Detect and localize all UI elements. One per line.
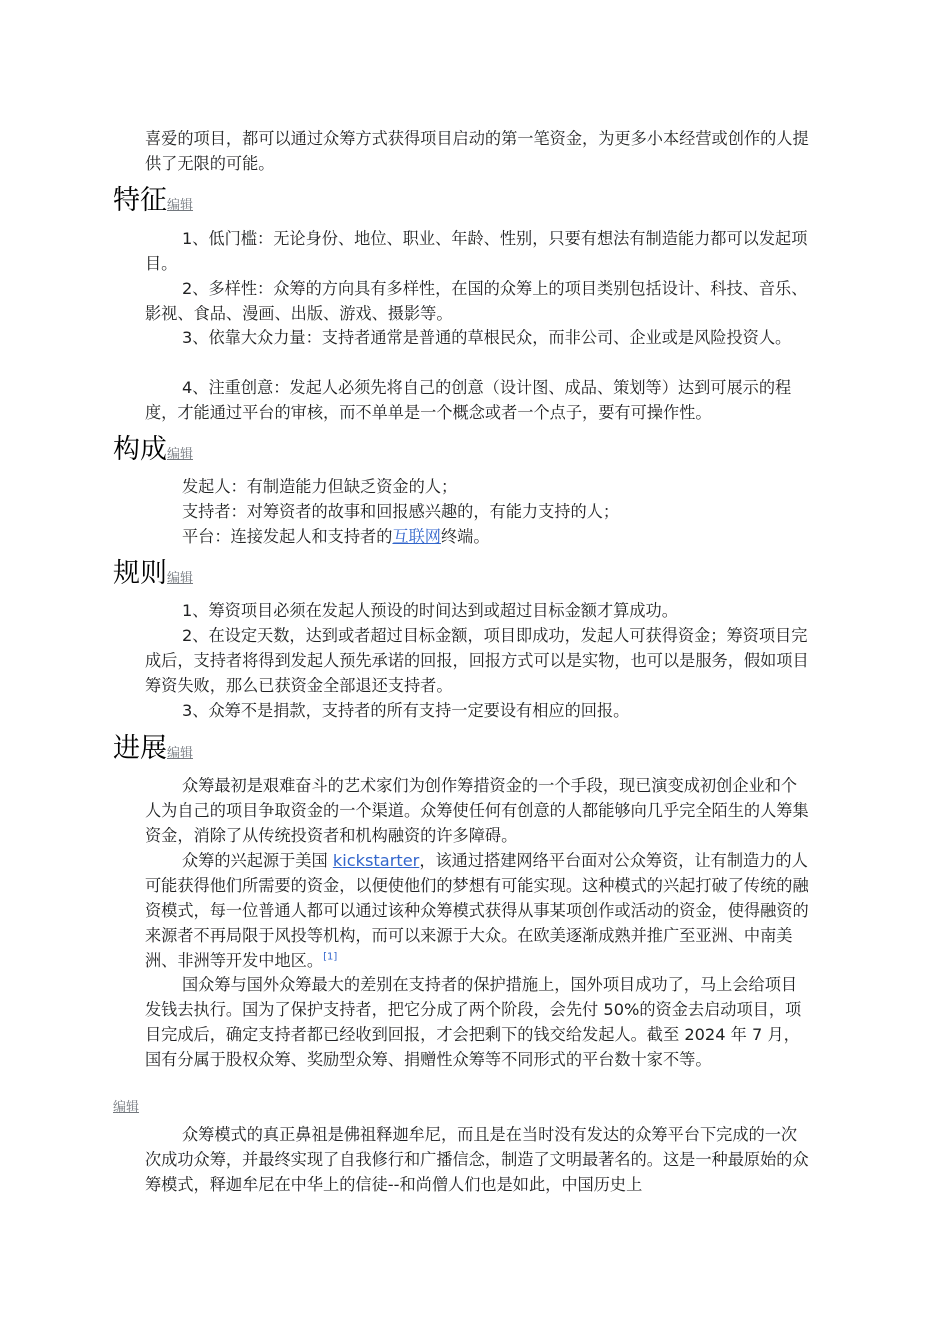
edit-link-progress[interactable]: 编辑: [167, 746, 194, 761]
progress-paragraph-2: [145, 848, 810, 973]
composition-supporter: 支持者：对筹资者的故事和回报感兴趣的，有能力支持的人；: [182, 502, 620, 521]
feature-item-3: 3、依靠大众力量：支持者通常是普通的草根民众，而非公司、企业或是风险投资人。: [182, 328, 792, 347]
p2-text-after: ，该通过搭建网络平台面对公众筹资，让有制造力的人可能获得他们所需要的资金，以便使他们的梦想有可能实现。这种模式的兴起打破了传统的融资模式，每一位普通人都可以通过该种众筹模式获得从事某项创作或活动的资金，使得融资的来源者不再局限于风投等机构，而可以来源于大众。在欧美逐渐成熟并推广至亚洲、中南美洲、非洲等开发中地区。: [145, 851, 809, 970]
composition-platform: [182, 524, 490, 549]
origin-paragraph-1: 众筹模式的真正鼻祖是佛祖释迦牟尼，而且是在当时没有发达的众筹平台下完成的一次次成功众筹，并最终实现了自我修行和广播信念，制造了文明最著名的。这是一种最原始的众筹模式，释迦牟尼在中华上的信徒--和尚僧人们也是如此，中国历史上: [145, 1125, 809, 1194]
platform-text-after: 终端。: [441, 527, 490, 546]
section-heading-features: [113, 184, 193, 223]
feature-item-2: 2、多样性：众筹的方向具有多样性，在国的众筹上的项目类别包括设计、科技、音乐、影视、食品、漫画、出版、游戏、摄影等。: [145, 279, 808, 323]
edit-link-features[interactable]: 编辑: [167, 198, 194, 213]
rule-item-3: 3、众筹不是捐款，支持者的所有支持一定要设有相应的回报。: [182, 701, 630, 720]
rule-item-1: 1、筹资项目必须在发起人预设的时间达到或超过目标金额才算成功。: [182, 601, 678, 620]
section-heading-progress: [113, 732, 193, 771]
rules-heading-text: 规则: [113, 558, 167, 589]
intro-paragraph: 喜爱的项目，都可以通过众筹方式获得项目启动的第一笔资金，为更多小本经营或创作的人提供了无限的可能。: [145, 129, 809, 173]
kickstarter-link[interactable]: kickstarter: [332, 851, 420, 870]
internet-link[interactable]: 互联网: [392, 527, 441, 546]
composition-heading-text: 构成: [113, 434, 167, 465]
progress-paragraph-3: 国众筹与国外众筹最大的差别在支持者的保护措施上，国外项目成功了，马上会给项目发钱去执行。国为了保护支持者，把它分成了两个阶段，会先付 50%的资金去启动项目，项目完成后，确定支持者都已经收到回报，才会把剩下的钱交给发起人。截至 2024 年 7 月，国有分属于股权众筹、奖励型众筹、捐赠性众筹等不同形式的平台数十家不等。: [145, 975, 802, 1069]
edit-link-origin[interactable]: 编辑: [113, 1100, 140, 1115]
rule-item-2: 2、在设定天数，达到或者超过目标金额，项目即成功，发起人可获得资金；筹资项目完成后，支持者将得到发起人预先承诺的回报，回报方式可以是实物，也可以是服务，假如项目筹资失败，那么已获资金全部退还支持者。: [145, 626, 809, 695]
feature-item-1: 1、低门槛：无论身份、地位、职业、年龄、性别，只要有想法有制造能力都可以发起项目。: [145, 229, 808, 273]
reference-1[interactable]: [1]: [323, 951, 338, 963]
progress-heading-text: 进展: [113, 733, 167, 764]
section-heading-composition: [113, 433, 193, 472]
feature-item-4: 4、注重创意：发起人必须先将自己的创意（设计图、成品、策划等）达到可展示的程度，才能通过平台的审核，而不单单是一个概念或者一个点子，要有可操作性。: [145, 378, 792, 422]
edit-link-rules[interactable]: 编辑: [167, 571, 194, 586]
p2-text-before: 众筹的兴起源于美国: [182, 851, 333, 870]
progress-paragraph-1: 众筹最初是艰难奋斗的艺术家们为创作筹措资金的一个手段，现已演变成初创企业和个人为自己的项目争取资金的一个渠道。众筹使任何有创意的人都能够向几乎完全陌生的人筹集资金，消除了从传统投资者和机构融资的许多障碍。: [145, 776, 809, 845]
platform-text-before: 平台：连接发起人和支持者的: [182, 527, 393, 546]
composition-initiator: 发起人：有制造能力但缺乏资金的人；: [182, 477, 458, 496]
features-heading-text: 特征: [113, 185, 167, 216]
section-heading-rules: [113, 557, 193, 596]
edit-link-composition[interactable]: 编辑: [167, 447, 194, 462]
